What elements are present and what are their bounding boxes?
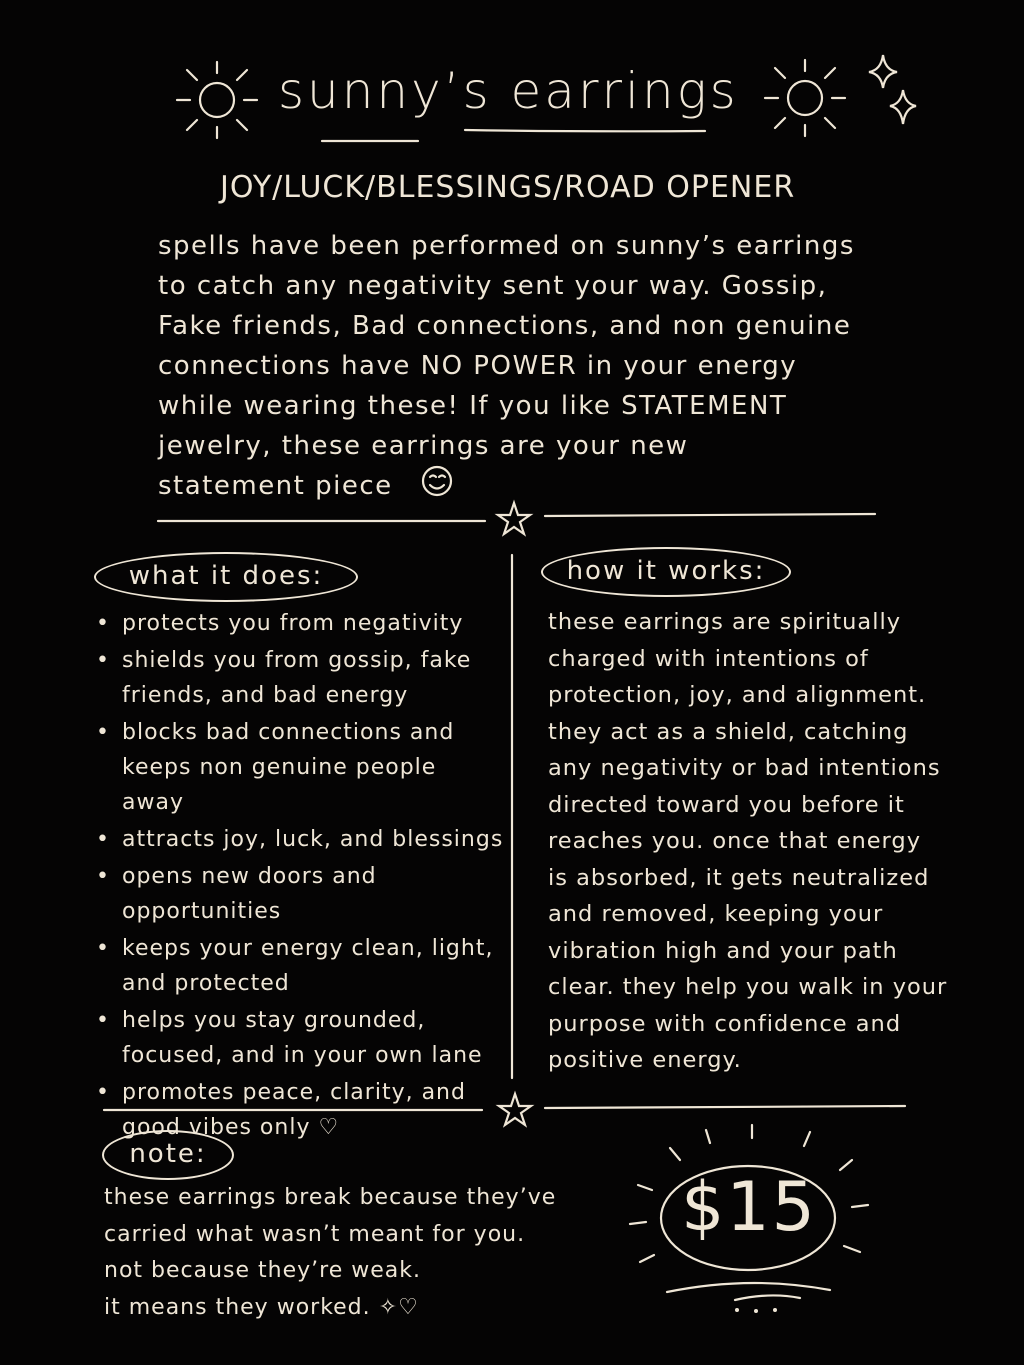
list-item: • keeps your energy clean, light, and protected — [96, 931, 506, 1001]
list-item: • promotes peace, clarity, and good vibes only ♡ — [96, 1075, 506, 1145]
list-item: • attracts joy, luck, and blessings — [96, 822, 506, 857]
note-text: these earrings break because they’ve carried what wasn’t meant for you. not because they’re weak. it means they worked. ✧♡ — [104, 1185, 557, 1320]
page-title: sunny’s earrings — [278, 62, 739, 120]
page-subtitle: JOY/LUCK/BLESSINGS/ROAD OPENER — [220, 170, 796, 205]
sparkle-icon — [869, 55, 916, 124]
list-item: • opens new doors and opportunities — [96, 859, 506, 929]
list-item: • blocks bad connections and keeps non genuine people away — [96, 715, 506, 820]
sun-icon — [177, 62, 257, 138]
note-label: note: — [102, 1130, 234, 1180]
what-it-does-list — [96, 606, 506, 1147]
star-icon — [498, 503, 530, 534]
list-item: • shields you from gossip, fake friends, and bad energy — [96, 643, 506, 713]
sun-icon — [765, 60, 845, 136]
price-tag: $15 — [681, 1168, 817, 1247]
list-item: • protects you from negativity — [96, 606, 506, 641]
what-it-does-label: what it does: — [94, 552, 358, 602]
list-item: • helps you stay grounded, focused, and in your own lane — [96, 1003, 506, 1073]
how-it-works-text: these earrings are spiritually charged with intentions of protection, joy, and alignment. they act as a shield, catching any negativity or bad intentions directed toward you before it reaches you. once that energy is absorbed, it gets neutralized and removed, keeping your vibration high and your path clear. they help you walk in your purpose with confidence and positive energy. — [548, 609, 948, 1073]
intro-text: spells have been performed on sunny’s earrings to catch any negativity sent your way. Gossip, Fake friends, Bad connections, and non genuine connections have NO POWER in your energy while wearing these! If you like STATEMENT jewelry, these earrings are your new statement piece — [158, 231, 855, 501]
how-it-works-label: how it works: — [541, 547, 791, 597]
